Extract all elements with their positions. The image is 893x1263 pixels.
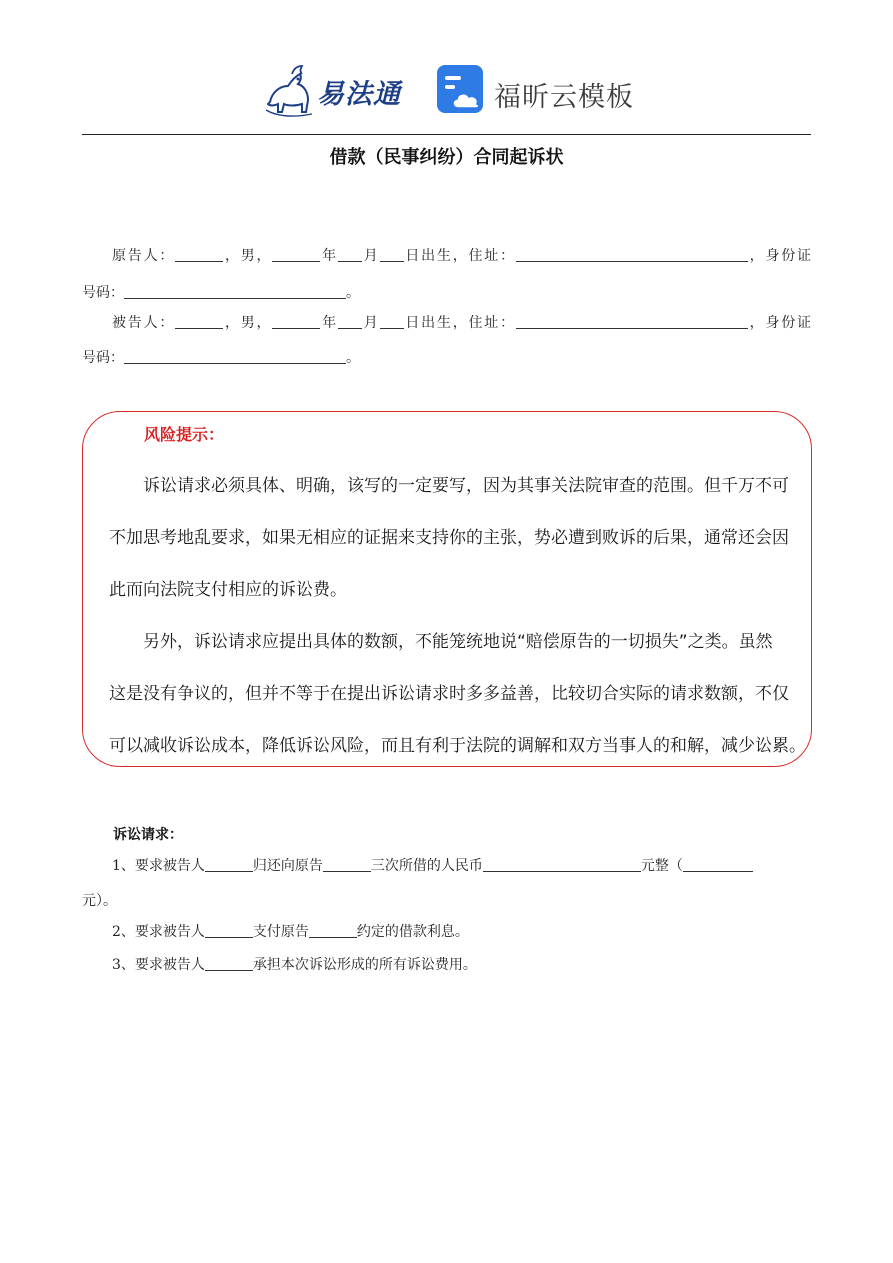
plaintiff-address-blank[interactable] [516, 247, 748, 262]
request-item-1-line-2: 元）。 [82, 893, 117, 909]
plaintiff-month-label: 月 [361, 248, 380, 264]
request-3-text-b: 承担本次诉讼形成的所有诉讼费用。 [252, 957, 477, 973]
risk-line-2: 不加思考地乱要求，如果无相应的证据来支持你的主张，势必遭到败诉的后果，通常还会因 [109, 528, 789, 548]
request-item-2 [82, 922, 811, 942]
defendant-line-2 [82, 348, 811, 368]
request-2-defendant-blank[interactable] [205, 923, 253, 938]
yifatong-logo [262, 62, 412, 120]
defendant-line-1 [82, 313, 811, 333]
request-1-amount-words-blank[interactable] [483, 857, 641, 872]
request-1-text-b: 归还向原告 [252, 858, 323, 874]
risk-line-1: 诉讼请求必须具体、明确，该写的一定要写，因为其事关法院审查的范围。但千万不可 [143, 476, 789, 496]
risk-warning-title: 风险提示： [144, 425, 225, 444]
defendant-name-blank[interactable] [175, 314, 223, 329]
plaintiff-line-2 [82, 283, 811, 303]
defendant-address-blank[interactable] [516, 314, 748, 329]
plaintiff-name-blank[interactable] [175, 247, 223, 262]
plaintiff-sex: ，男， [223, 248, 273, 264]
defendant-id-prefix: ，身份证 [747, 315, 812, 331]
plaintiff-label: 原告人： [112, 248, 176, 264]
request-2-date-blank[interactable] [309, 923, 357, 938]
request-2-text-c: 约定的借款利息。 [356, 924, 469, 940]
yifatong-logo-text: 易法通 [317, 79, 401, 110]
request-1-date-blank[interactable] [323, 857, 371, 872]
request-1-amount-digits-blank[interactable] [683, 857, 753, 872]
plaintiff-end: 。 [346, 285, 360, 301]
request-2-text-b: 支付原告 [252, 924, 309, 940]
risk-line-3: 此而向法院支付相应的诉讼费。 [109, 580, 347, 600]
defendant-year-blank[interactable] [272, 314, 320, 329]
plaintiff-born-label: 日出生，住址： [403, 248, 516, 264]
risk-line-4: 另外，诉讼请求应提出具体的数额，不能笼统地说“赔偿原告的一切损失”之类。虽然 [143, 632, 773, 652]
fuxin-logo-text: 福昕云模板 [494, 82, 634, 113]
defendant-year-label: 年 [320, 315, 338, 331]
plaintiff-id-label: 号码： [82, 285, 124, 301]
request-item-1-line-1 [82, 856, 811, 876]
defendant-month-label: 月 [361, 315, 380, 331]
request-1-defendant-blank[interactable] [205, 857, 253, 872]
request-2-text-a: 2、要求被告人 [112, 924, 205, 940]
request-3-text-a: 3、要求被告人 [112, 957, 205, 973]
defendant-month-blank[interactable] [338, 314, 362, 329]
defendant-id-blank[interactable] [124, 349, 346, 364]
risk-line-5: 这是没有争议的，但并不等于在提出诉讼请求时多多益善，比较切合实际的请求数额，不仅 [109, 684, 789, 704]
defendant-sex: ，男， [223, 315, 273, 331]
fuxin-cloud-icon [436, 64, 488, 116]
header-divider [82, 134, 811, 135]
plaintiff-line-1 [82, 246, 811, 266]
defendant-born-label: 日出生，住址： [403, 315, 516, 331]
plaintiff-year-blank[interactable] [272, 247, 320, 262]
fuxin-template-logo [436, 64, 646, 120]
request-1-text-a: 1、要求被告人 [112, 858, 205, 874]
request-1-text-d: 元整（ [640, 858, 683, 874]
header-logos [0, 56, 893, 126]
request-3-defendant-blank[interactable] [205, 956, 253, 971]
defendant-end: 。 [346, 350, 360, 366]
defendant-label: 被告人： [112, 315, 176, 331]
requests-title: 诉讼请求： [113, 827, 183, 843]
plaintiff-month-blank[interactable] [338, 247, 362, 262]
request-item-3 [82, 955, 811, 975]
plaintiff-id-blank[interactable] [124, 284, 346, 299]
document-title: 借款（民事纠纷）合同起诉状 [329, 147, 564, 168]
plaintiff-year-label: 年 [320, 248, 338, 264]
request-1-text-c: 三次所借的人民币 [370, 858, 483, 874]
defendant-id-label: 号码： [82, 350, 124, 366]
qilin-emblem-icon [262, 62, 322, 122]
risk-line-6: 可以减收诉讼成本，降低诉讼风险，而且有利于法院的调解和双方当事人的和解，减少讼累。 [109, 736, 806, 756]
plaintiff-id-prefix: ，身份证 [747, 248, 812, 264]
defendant-day-blank[interactable] [380, 314, 404, 329]
plaintiff-day-blank[interactable] [380, 247, 404, 262]
